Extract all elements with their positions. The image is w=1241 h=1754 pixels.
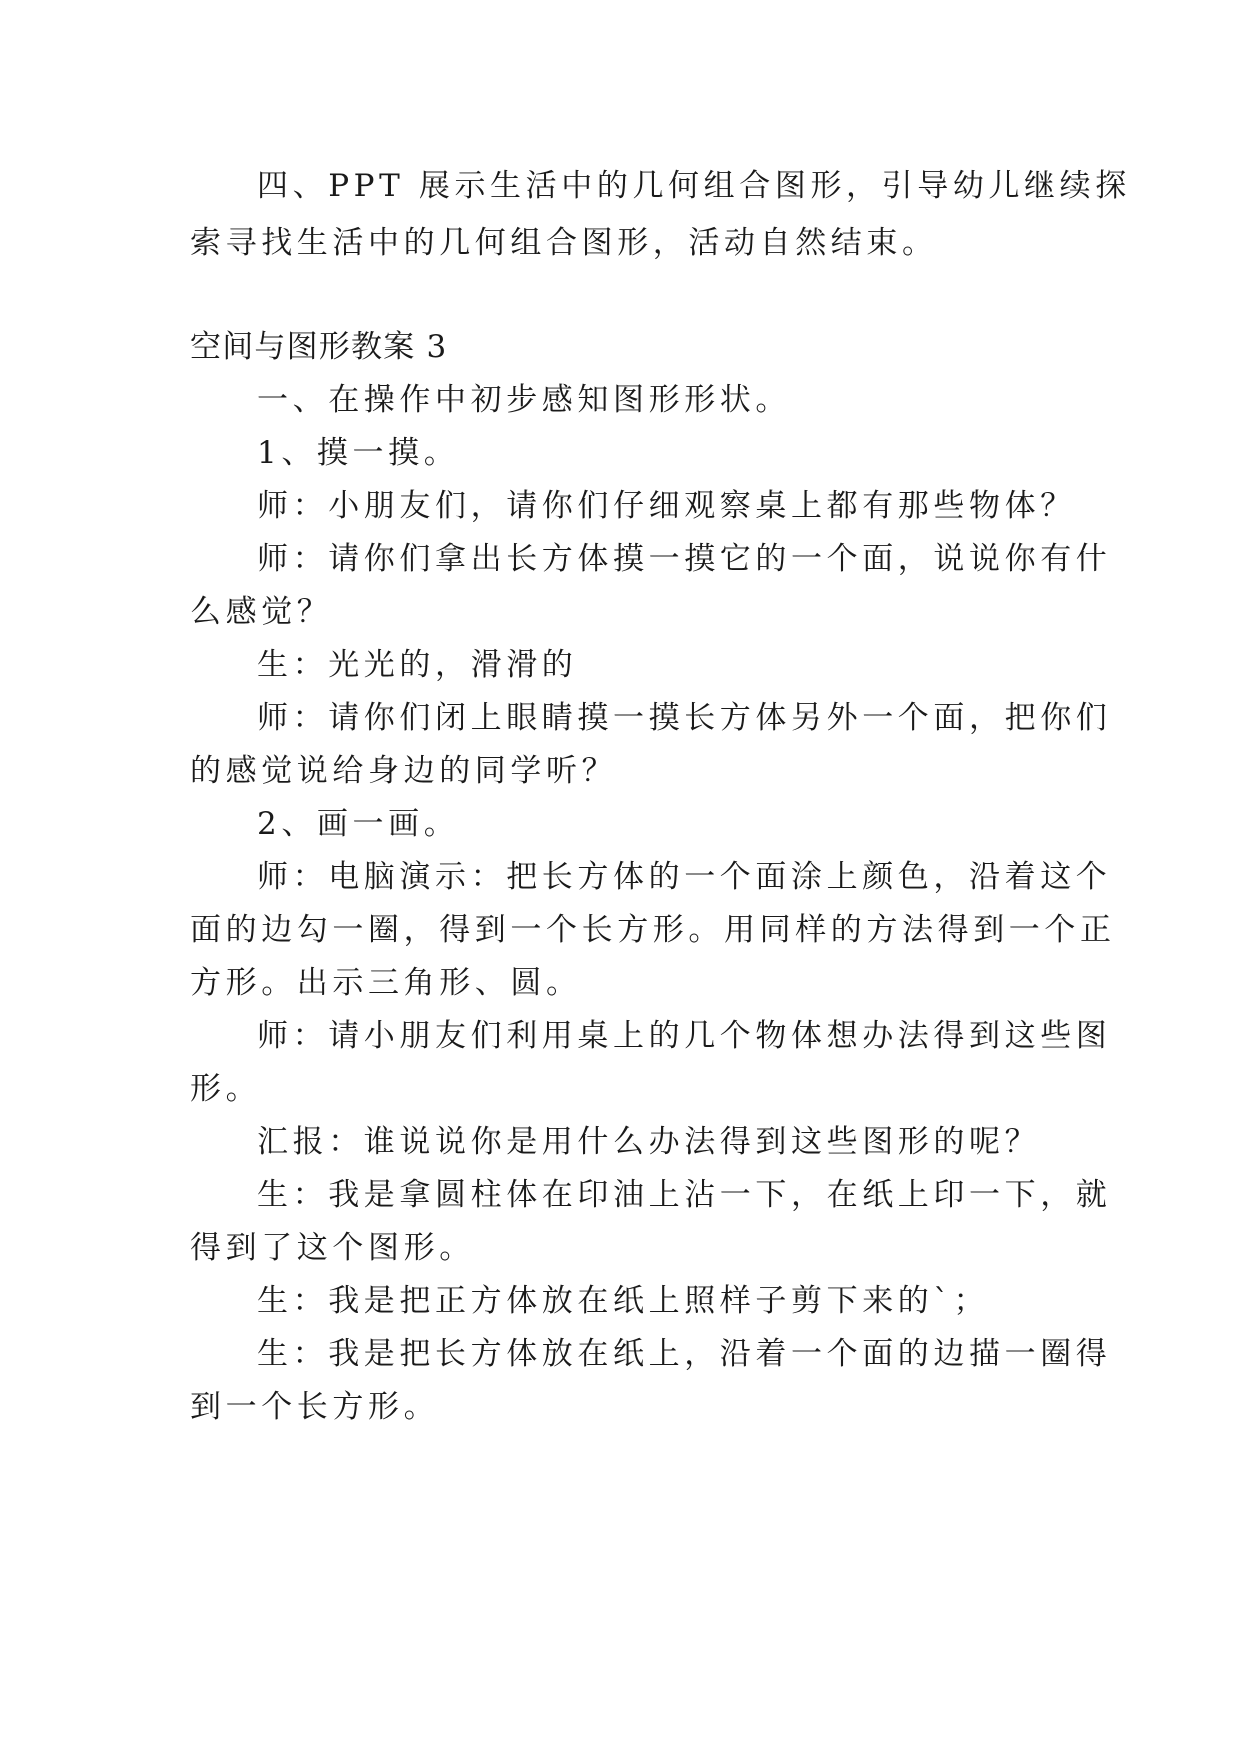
paragraph-line: 到一个长方形。 — [190, 1389, 440, 1425]
paragraph-line: 生：我是把正方体放在纸上照样子剪下来的`； — [257, 1283, 990, 1319]
paragraph-line: 师：请小朋友们利用桌上的几个物体想办法得到这些图 — [257, 1018, 1112, 1054]
paragraph-line: 生：我是把长方体放在纸上，沿着一个面的边描一圈得 — [257, 1336, 1112, 1372]
paragraph-line: 2、画一画。 — [257, 806, 460, 842]
paragraph-line: 四、PPT 展示生活中的几何组合图形，引导幼儿继续探 — [257, 168, 1131, 204]
paragraph-line: 1、摸一摸。 — [257, 435, 460, 471]
paragraph-line: 师：小朋友们，请你们仔细观察桌上都有那些物体？ — [257, 488, 1076, 524]
paragraph-line: 汇报：谁说说你是用什么办法得到这些图形的呢？ — [257, 1124, 1041, 1160]
paragraph-line: 师：电脑演示：把长方体的一个面涂上颜色，沿着这个 — [257, 859, 1112, 895]
paragraph-line: 方形。出示三角形、圆。 — [190, 965, 582, 1001]
paragraph-line: 师：请你们拿出长方体摸一摸它的一个面，说说你有什 — [257, 541, 1112, 577]
section-heading: 空间与图形教案 3 — [190, 329, 448, 365]
paragraph-line: 索寻找生活中的几何组合图形，活动自然结束。 — [190, 225, 938, 261]
paragraph-line: 生：光光的，滑滑的 — [257, 647, 578, 683]
paragraph-line: 么感觉？ — [190, 594, 333, 630]
paragraph-line: 形。 — [190, 1071, 262, 1107]
paragraph-line: 得到了这个图形。 — [190, 1230, 475, 1266]
paragraph-line: 生：我是拿圆柱体在印油上沾一下，在纸上印一下，就 — [257, 1177, 1112, 1213]
paragraph-line: 一、在操作中初步感知图形形状。 — [257, 382, 791, 418]
paragraph-line: 的感觉说给身边的同学听？ — [190, 753, 618, 789]
paragraph-line: 师：请你们闭上眼睛摸一摸长方体另外一个面，把你们 — [257, 700, 1112, 736]
paragraph-line: 面的边勾一圈，得到一个长方形。用同样的方法得到一个正 — [190, 912, 1116, 948]
